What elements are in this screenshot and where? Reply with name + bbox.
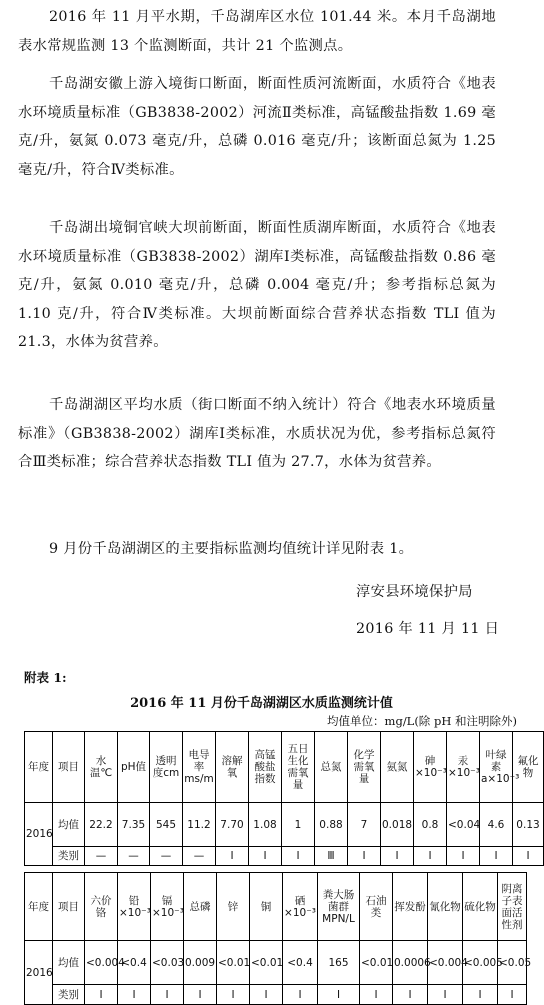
class-value-cell: — (118, 847, 150, 866)
table-header-row (25, 732, 544, 803)
class-value-cell: Ⅰ (217, 985, 250, 1005)
class-value-cell: Ⅰ (85, 985, 118, 1005)
year-cell: 2016 (25, 941, 53, 1005)
mean-value-cell: <0.005 (463, 941, 498, 985)
class-value-cell: Ⅰ (348, 847, 381, 866)
mean-value-cell: 0.0006 (393, 941, 428, 985)
mean-value-cell: 7.70 (216, 803, 249, 847)
mean-value-cell: 7 (348, 803, 381, 847)
table-title: 2016 年 11 月份千岛湖湖区水质监测统计值 (130, 696, 393, 711)
table-row-class (25, 985, 527, 1005)
mean-value-cell: <0.4 (283, 941, 318, 985)
column-header: 铜 (250, 873, 283, 941)
mean-value-cell: 4.6 (480, 803, 513, 847)
column-header: 锌 (217, 873, 250, 941)
mean-value-cell: <0.05 (498, 941, 527, 985)
column-header: 石油类 (360, 873, 393, 941)
mean-value-cell: <0.4 (118, 941, 151, 985)
mean-value-cell: 1 (282, 803, 315, 847)
signature-org: 淳安县环境保护局 (356, 584, 473, 600)
column-header: 挥发酚 (393, 873, 428, 941)
unit-note: 均值单位：mg/L(除 pH 和注明除外) (327, 714, 517, 728)
mean-value-cell: <0.01 (360, 941, 393, 985)
class-value-cell: Ⅰ (318, 985, 360, 1005)
table-row-mean (25, 941, 527, 985)
row-label-mean: 均值 (53, 803, 85, 847)
class-value-cell: Ⅰ (184, 985, 217, 1005)
column-header: 五日生化需氧量 (282, 732, 315, 803)
class-value-cell: Ⅰ (118, 985, 151, 1005)
column-header: 总氮 (315, 732, 348, 803)
mean-value-cell: 0.88 (315, 803, 348, 847)
mean-value-cell: <0.01 (217, 941, 250, 985)
class-value-cell: Ⅰ (498, 985, 527, 1005)
class-value-cell: Ⅰ (216, 847, 249, 866)
mean-value-cell: 1.08 (249, 803, 282, 847)
mean-value-cell: 0.8 (414, 803, 447, 847)
class-value-cell: Ⅲ (315, 847, 348, 866)
class-value-cell: Ⅰ (360, 985, 393, 1005)
table-row-class (25, 847, 544, 866)
column-header: 电导率ms/m (183, 732, 216, 803)
class-value-cell: Ⅰ (381, 847, 414, 866)
column-header: 氰化物 (428, 873, 463, 941)
column-header: 透明度cm (150, 732, 183, 803)
paragraph-attachment-note: 9 月份千岛湖湖区的主要指标监测均值统计详见附表 1。 (49, 541, 414, 557)
column-header: 砷×10⁻³ (414, 732, 447, 803)
item-header: 项目 (53, 873, 85, 941)
mean-value-cell: 165 (318, 941, 360, 985)
paragraph-jiekou-section: 千岛湖安徽上游入境街口断面，断面性质河流断面，水质符合《地表水环境质量标准（GB3838-2002）河流Ⅱ类标准，高锰酸盐指数 1.69 毫克/升，氨氮 0.073 毫克/升，总磷 0.016 毫克/升；该断面总氮为 1.25 毫克/升，符合Ⅳ类标准。 (18, 76, 496, 178)
year-header: 年度 (25, 873, 53, 941)
mean-value-cell: <0.004 (428, 941, 463, 985)
mean-value-cell: <0.004 (85, 941, 118, 985)
column-header: 总磷 (184, 873, 217, 941)
paragraph-lake-average: 千岛湖湖区平均水质（街口断面不纳入统计）符合《地表水环境质量标准》（GB3838-2002）湖库Ⅰ类标准，水质状况为优，参考指标总氮符合Ⅲ类标准；综合营养状态指数 TLI 值为 27.7，水体为贫营养。 (18, 397, 496, 471)
mean-value-cell: 545 (150, 803, 183, 847)
mean-value-cell: 22.2 (85, 803, 118, 847)
mean-value-cell: 0.009 (184, 941, 217, 985)
column-header: 镉×10⁻³ (151, 873, 184, 941)
paragraph-water-level: 2016 年 11 月平水期，千岛湖库区水位 101.44 米。本月千岛湖地表水常规监测 13 个监测断面，共计 21 个监测点。 (18, 9, 496, 54)
year-header: 年度 (25, 732, 53, 803)
column-header: 溶解氧 (216, 732, 249, 803)
class-value-cell: Ⅰ (513, 847, 544, 866)
mean-value-cell: 11.2 (183, 803, 216, 847)
column-header: 高锰酸盐指数 (249, 732, 282, 803)
class-value-cell: Ⅰ (151, 985, 184, 1005)
column-header: 化学需氧量 (348, 732, 381, 803)
column-header: 氟化物 (513, 732, 544, 803)
class-value-cell: Ⅰ (393, 985, 428, 1005)
water-quality-table-1 (24, 731, 544, 866)
signature-date: 2016 年 11 月 11 日 (356, 621, 500, 637)
class-value-cell: Ⅰ (250, 985, 283, 1005)
column-header: 氨氮 (381, 732, 414, 803)
class-value-cell: Ⅰ (283, 985, 318, 1005)
class-value-cell: Ⅰ (414, 847, 447, 866)
row-label-class: 类别 (53, 985, 85, 1005)
year-cell: 2016 (25, 803, 53, 866)
column-header: 硫化物 (463, 873, 498, 941)
class-value-cell: Ⅰ (447, 847, 480, 866)
mean-value-cell: <0.04 (447, 803, 480, 847)
class-value-cell: — (85, 847, 118, 866)
class-value-cell: Ⅰ (282, 847, 315, 866)
paragraph-dam-section: 千岛湖出境铜官峡大坝前断面，断面性质湖库断面，水质符合《地表水环境质量标准（GB3838-2002）湖库Ⅰ类标准，高锰酸盐指数 0.86 毫克/升，氨氮 0.010 毫克/升，总磷 0.004 毫克/升；参考指标总氮为 1.10 克/升，符合Ⅳ类标准。大坝前断面综合营养状态指数 TLI 值为 21.3，水体为贫营养。 (18, 220, 496, 351)
item-header: 项目 (53, 732, 85, 803)
column-header: 硒×10⁻³ (283, 873, 318, 941)
mean-value-cell: 7.35 (118, 803, 150, 847)
mean-value-cell: <0.03 (151, 941, 184, 985)
mean-value-cell: 0.018 (381, 803, 414, 847)
column-header: 铅×10⁻³ (118, 873, 151, 941)
column-header: 阴离子表面活性剂 (498, 873, 527, 941)
table-row-mean (25, 803, 544, 847)
class-value-cell: — (150, 847, 183, 866)
table-header-row (25, 873, 527, 941)
mean-value-cell: <0.01 (250, 941, 283, 985)
class-value-cell: — (183, 847, 216, 866)
water-quality-table-2 (24, 872, 532, 1005)
row-label-mean: 均值 (53, 941, 85, 985)
column-header: 水温℃ (85, 732, 118, 803)
column-header: 叶绿素a×10⁻³ (480, 732, 513, 803)
column-header: 汞×10⁻³ (447, 732, 480, 803)
mean-value-cell: 0.13 (513, 803, 544, 847)
column-header: 六价铬 (85, 873, 118, 941)
class-value-cell: Ⅰ (463, 985, 498, 1005)
row-label-class: 类别 (53, 847, 85, 866)
class-value-cell: Ⅰ (480, 847, 513, 866)
attachment-label: 附表 1: (24, 670, 67, 685)
class-value-cell: Ⅰ (428, 985, 463, 1005)
column-header: pH值 (118, 732, 150, 803)
class-value-cell: Ⅰ (249, 847, 282, 866)
column-header: 粪大肠菌群MPN/L (318, 873, 360, 941)
